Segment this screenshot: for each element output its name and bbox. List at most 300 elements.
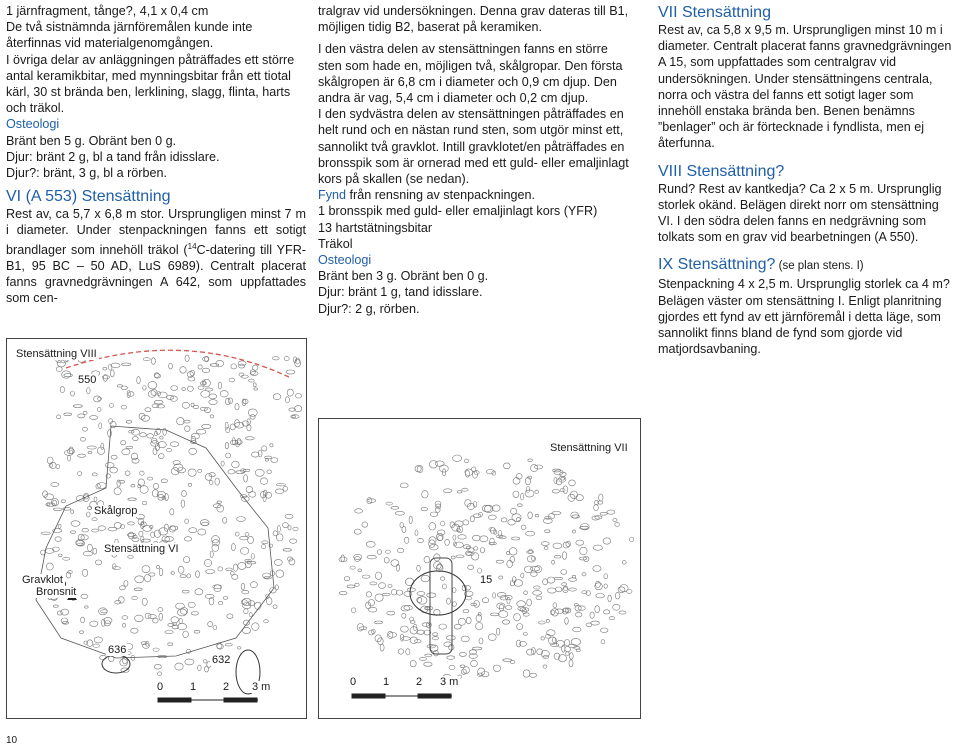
stone bbox=[235, 532, 239, 536]
stone bbox=[188, 386, 194, 391]
stone bbox=[452, 602, 456, 607]
stone bbox=[619, 611, 626, 614]
stone bbox=[191, 612, 198, 616]
stone bbox=[505, 595, 512, 599]
stone bbox=[254, 388, 258, 390]
stone bbox=[437, 530, 445, 535]
stone bbox=[134, 588, 142, 591]
figure-frame bbox=[7, 339, 307, 719]
stone bbox=[133, 437, 139, 441]
stone bbox=[295, 358, 300, 364]
stone bbox=[62, 371, 71, 378]
stone bbox=[148, 391, 156, 398]
stone bbox=[202, 368, 210, 372]
stone bbox=[386, 502, 392, 505]
stone bbox=[61, 500, 65, 503]
stone bbox=[117, 385, 123, 387]
stone bbox=[271, 458, 278, 463]
stone bbox=[121, 405, 126, 409]
stone bbox=[187, 574, 191, 578]
stone bbox=[375, 572, 381, 580]
stone bbox=[110, 467, 118, 473]
stone bbox=[229, 378, 235, 382]
stone bbox=[391, 560, 399, 567]
stone bbox=[111, 455, 117, 459]
stone bbox=[457, 491, 462, 493]
stone bbox=[241, 583, 245, 589]
stone bbox=[615, 522, 620, 526]
stone bbox=[517, 504, 522, 507]
stone bbox=[507, 597, 510, 604]
stone bbox=[178, 609, 187, 616]
stone bbox=[493, 665, 500, 672]
stone bbox=[283, 523, 289, 528]
stone bbox=[427, 593, 436, 598]
stone bbox=[440, 465, 449, 472]
stone bbox=[276, 484, 285, 486]
stone bbox=[499, 576, 503, 579]
stone bbox=[622, 561, 626, 565]
stone bbox=[347, 585, 355, 588]
scale-label: 2 bbox=[416, 676, 423, 688]
stone bbox=[92, 529, 99, 532]
stone bbox=[465, 459, 469, 463]
stone bbox=[215, 478, 220, 485]
osteology-line: Djur: bränt 2 g, bl a tand från idisslare. bbox=[6, 149, 220, 164]
stone bbox=[126, 420, 132, 423]
find-line: 1 järnfragment, tånge?, 4,1 x 0,4 cm bbox=[6, 4, 209, 18]
stone bbox=[535, 514, 539, 517]
stone bbox=[562, 552, 566, 560]
stone bbox=[248, 536, 254, 543]
stone bbox=[283, 549, 291, 552]
stone bbox=[51, 483, 59, 487]
stone bbox=[185, 355, 189, 362]
stone bbox=[113, 567, 121, 570]
stone bbox=[517, 624, 523, 630]
stone bbox=[148, 382, 157, 389]
stone bbox=[511, 508, 517, 514]
stone bbox=[607, 510, 615, 514]
scale-label: 3 m bbox=[252, 681, 271, 693]
stone bbox=[445, 539, 450, 545]
stone bbox=[235, 404, 239, 410]
stone bbox=[290, 539, 297, 543]
stone bbox=[232, 461, 240, 468]
label-gravklot: Gravklot bbox=[22, 574, 63, 586]
stone bbox=[578, 606, 585, 610]
stone bbox=[424, 556, 430, 563]
stone bbox=[406, 649, 410, 655]
stone bbox=[227, 614, 233, 619]
stone bbox=[68, 456, 71, 462]
stone bbox=[594, 504, 599, 510]
stone bbox=[339, 591, 347, 594]
stone bbox=[47, 457, 53, 464]
section-heading-vi: VI (A 553) Stensättning bbox=[6, 188, 171, 206]
stone bbox=[545, 516, 551, 519]
stone bbox=[563, 486, 568, 494]
stone bbox=[200, 407, 207, 410]
stone bbox=[140, 433, 147, 437]
stone bbox=[276, 489, 284, 494]
stone bbox=[531, 465, 538, 472]
stone bbox=[119, 480, 125, 483]
stone bbox=[375, 594, 383, 601]
stone bbox=[41, 532, 50, 534]
stone bbox=[188, 602, 195, 607]
stone bbox=[87, 640, 93, 647]
stone bbox=[218, 382, 221, 389]
stone bbox=[94, 396, 101, 402]
stone bbox=[267, 470, 272, 474]
stone bbox=[166, 448, 171, 452]
stone bbox=[143, 358, 150, 361]
stone bbox=[465, 597, 471, 600]
stone bbox=[497, 592, 506, 597]
stone bbox=[541, 637, 545, 640]
scale-label: 1 bbox=[190, 681, 197, 693]
stone bbox=[296, 394, 302, 399]
stone bbox=[194, 630, 200, 633]
stone bbox=[569, 653, 573, 660]
stone bbox=[596, 594, 605, 598]
stone bbox=[461, 636, 469, 642]
stone bbox=[59, 554, 63, 557]
stone bbox=[553, 603, 557, 608]
stone bbox=[534, 465, 542, 469]
stone bbox=[482, 598, 489, 603]
column-right bbox=[658, 3, 956, 357]
stone bbox=[263, 573, 271, 578]
stone bbox=[404, 537, 409, 543]
stone bbox=[480, 548, 484, 553]
stone bbox=[463, 610, 469, 613]
stone bbox=[255, 469, 264, 476]
stone bbox=[53, 605, 58, 607]
label-636: 636 bbox=[108, 644, 127, 656]
stone bbox=[171, 386, 178, 391]
stone bbox=[395, 511, 404, 515]
stone bbox=[183, 557, 189, 563]
paragraph: Stenpackning 4 x 2,5 m. Ursprunglig storlek ca 4 m? Belägen väster om stensättning I. Enligt planritning gjordes ett fynd av ett järnföremål i detta läge, som sannolikt finns bland de fynd som gjorde vid matjordsavbaning. bbox=[658, 277, 950, 357]
scale-bar bbox=[158, 698, 258, 702]
stone bbox=[524, 566, 532, 573]
stone bbox=[339, 557, 347, 562]
label-bronsnit: Bronsnit bbox=[36, 586, 77, 598]
stone bbox=[96, 484, 100, 489]
stone bbox=[223, 518, 227, 524]
stone bbox=[441, 521, 445, 526]
stone bbox=[124, 581, 128, 587]
stone bbox=[132, 596, 138, 600]
stone bbox=[449, 665, 455, 669]
stone bbox=[600, 628, 608, 633]
stone bbox=[81, 617, 85, 623]
stone bbox=[185, 426, 190, 432]
stone bbox=[293, 527, 298, 530]
stone bbox=[488, 634, 496, 641]
stone bbox=[241, 375, 248, 378]
stone bbox=[177, 418, 185, 425]
stone bbox=[397, 548, 404, 552]
stone bbox=[490, 538, 495, 545]
paragraph: Rest av, ca 5,7 x 6,8 m stor. Ursprungligen minst 7 m i diameter. Under stenpackningen fanns ett sotigt brandlager som innehöll träkol ($^{14}$C-datering till YFR-B1, 95 BC – 50 AD, LuS 6989). Centralt placerat fanns gravnedgrävningen A 642, som uppfattades som cen- bbox=[6, 207, 306, 306]
stone bbox=[561, 570, 567, 575]
stone bbox=[402, 613, 406, 618]
stone bbox=[580, 547, 587, 555]
stone bbox=[417, 592, 425, 596]
stone bbox=[142, 566, 150, 573]
stone bbox=[289, 559, 295, 565]
stone bbox=[384, 557, 389, 563]
stone bbox=[179, 618, 182, 623]
stone bbox=[157, 405, 165, 408]
stone bbox=[516, 640, 520, 647]
stone bbox=[492, 505, 500, 512]
stone bbox=[178, 623, 187, 630]
stone bbox=[380, 644, 384, 651]
plan-drawing-vi bbox=[6, 338, 308, 720]
stone bbox=[569, 588, 577, 591]
stone bbox=[168, 643, 173, 646]
stone bbox=[87, 446, 96, 449]
stone bbox=[170, 442, 178, 447]
stone bbox=[57, 415, 61, 419]
scale-label: 1 bbox=[383, 676, 390, 688]
stone bbox=[450, 522, 454, 528]
stone bbox=[350, 566, 355, 569]
stone bbox=[565, 646, 571, 651]
stone bbox=[175, 663, 183, 670]
stone bbox=[421, 507, 428, 510]
stone bbox=[170, 509, 174, 515]
stone bbox=[426, 622, 431, 628]
stone bbox=[105, 463, 114, 468]
stone bbox=[443, 489, 452, 493]
stone bbox=[422, 491, 428, 498]
stone bbox=[543, 579, 548, 585]
stone bbox=[148, 615, 156, 619]
stone bbox=[209, 400, 217, 405]
stone bbox=[569, 480, 576, 486]
stone bbox=[249, 613, 252, 617]
stone bbox=[169, 363, 173, 369]
stone bbox=[391, 589, 396, 595]
stone bbox=[56, 367, 62, 372]
stone bbox=[410, 660, 416, 666]
stone bbox=[197, 429, 206, 434]
find-line: 13 hartstätningsbitar bbox=[318, 220, 433, 235]
stone bbox=[576, 495, 583, 501]
stone bbox=[286, 397, 290, 403]
stone bbox=[232, 438, 235, 445]
stone bbox=[531, 556, 535, 560]
stone bbox=[260, 478, 267, 485]
stone bbox=[183, 631, 189, 638]
stone bbox=[99, 608, 108, 615]
stone bbox=[608, 595, 612, 602]
stone bbox=[576, 612, 582, 617]
stone bbox=[417, 466, 423, 473]
stone bbox=[344, 577, 349, 581]
stone bbox=[122, 363, 131, 366]
stone bbox=[182, 402, 189, 408]
stone bbox=[266, 597, 272, 604]
stone bbox=[569, 660, 573, 667]
osteology-line: Bränt ben 3 g. Obränt ben 0 g. bbox=[318, 269, 489, 284]
stone bbox=[203, 660, 207, 664]
stone bbox=[163, 428, 167, 435]
stone bbox=[99, 423, 102, 429]
stone bbox=[147, 434, 154, 438]
stone bbox=[73, 405, 82, 408]
stone bbox=[501, 518, 507, 522]
stone bbox=[553, 637, 556, 642]
stone bbox=[566, 541, 571, 547]
stone bbox=[462, 488, 468, 491]
stone bbox=[244, 609, 248, 614]
paragraph: I den sydvästra delen av stensättningen påträffades en helt rund och en nästan rund sten, som utgör minst ett, sannolikt två gravklot. Intill gravklotet/en påträffades en bronsspik som är ornerad med ett guld- eller emaljinlagt kors på skallen (se nedan). bbox=[318, 107, 629, 187]
stone bbox=[243, 469, 250, 471]
stone bbox=[496, 560, 504, 563]
stone bbox=[604, 574, 608, 579]
stone bbox=[93, 548, 97, 554]
stone bbox=[600, 512, 607, 515]
stone bbox=[472, 535, 480, 541]
stone bbox=[231, 544, 235, 551]
stone bbox=[401, 626, 409, 632]
scale-label: 2 bbox=[223, 681, 230, 693]
stone bbox=[240, 536, 249, 540]
stone bbox=[216, 360, 224, 366]
stone bbox=[195, 571, 199, 578]
stone bbox=[202, 522, 209, 526]
stone bbox=[410, 617, 414, 621]
paragraph: I den västra delen av stensättningen fanns en större sten som hade en, möjligen två, skålgropar. Den första skålgropen är 6,8 cm i diameter och 0,9 cm djup. Den andra är vag, 5,4 cm i diameter och 0,2 cm djup. bbox=[318, 42, 623, 106]
stone bbox=[153, 648, 159, 651]
stone bbox=[436, 507, 441, 512]
stone bbox=[429, 523, 436, 530]
stone bbox=[273, 605, 277, 609]
plan-figure-vii bbox=[318, 418, 642, 720]
stone bbox=[53, 508, 62, 511]
stone bbox=[198, 365, 202, 369]
stone bbox=[471, 553, 478, 560]
stone bbox=[478, 568, 482, 573]
stone bbox=[226, 453, 231, 458]
scale-bar bbox=[352, 694, 452, 698]
stone bbox=[531, 572, 538, 576]
stone bbox=[189, 448, 197, 454]
stone bbox=[188, 469, 196, 476]
stone bbox=[421, 575, 430, 582]
stone bbox=[562, 583, 567, 586]
stone bbox=[103, 367, 107, 370]
stone bbox=[64, 413, 72, 416]
stone bbox=[524, 633, 528, 636]
stone bbox=[368, 600, 375, 606]
stone bbox=[573, 627, 581, 632]
stone bbox=[201, 391, 210, 398]
stone bbox=[85, 606, 89, 608]
stone bbox=[118, 597, 124, 603]
stone bbox=[71, 531, 76, 534]
stone bbox=[586, 623, 592, 627]
stone bbox=[422, 623, 429, 627]
stone bbox=[463, 520, 469, 525]
stone bbox=[285, 514, 293, 518]
stone bbox=[205, 594, 214, 598]
stone bbox=[128, 522, 135, 525]
label-stensattning-vii: Stensättning VII bbox=[550, 442, 628, 454]
stone bbox=[66, 572, 70, 578]
stone bbox=[78, 454, 86, 457]
stone bbox=[94, 497, 97, 502]
stone bbox=[80, 437, 85, 441]
stone bbox=[185, 519, 189, 524]
stone bbox=[238, 562, 246, 569]
stone bbox=[458, 618, 465, 625]
stone bbox=[554, 577, 563, 579]
stone bbox=[466, 617, 471, 624]
stone bbox=[171, 572, 174, 575]
stone bbox=[140, 471, 144, 475]
stone bbox=[415, 640, 422, 643]
stone bbox=[286, 370, 295, 374]
stone bbox=[50, 462, 56, 468]
stone bbox=[135, 576, 144, 583]
stone bbox=[248, 409, 257, 416]
stone bbox=[505, 606, 512, 610]
stone bbox=[190, 370, 195, 376]
stone bbox=[170, 526, 178, 530]
stone bbox=[447, 656, 455, 660]
stone bbox=[468, 565, 474, 570]
stone bbox=[78, 472, 82, 476]
label-stensattning-viii: Stensättning VIII bbox=[16, 348, 97, 360]
stone bbox=[182, 590, 189, 593]
stone bbox=[92, 473, 97, 476]
stone bbox=[455, 542, 464, 548]
stone bbox=[205, 666, 209, 672]
stone bbox=[250, 371, 258, 375]
stone bbox=[209, 480, 213, 484]
stone bbox=[604, 584, 607, 588]
stone bbox=[208, 622, 213, 627]
stone bbox=[240, 548, 248, 555]
paragraph: Rest av, ca 5,8 x 9,5 m. Ursprungligen minst 10 m i diameter. Centralt placerat fanns gravnedgrävningen A 15, som uppfattades som centralgrav vid undersökningen. Under stensättningens centrala, norra och västra del fanns ett sotigt lager som innehöll enstaka brända ben. Benen benämns ”benlager” och är förtecknade i fyndlista, men ej återfunna. bbox=[658, 23, 952, 151]
stone bbox=[507, 560, 513, 567]
stone bbox=[287, 389, 293, 396]
stone bbox=[253, 383, 256, 387]
find-paragraph: Fynd från rensning av stenpackningen. bbox=[318, 188, 536, 203]
label-stensattning-vi: Stensättning VI bbox=[104, 543, 179, 555]
stone bbox=[523, 613, 529, 616]
stone bbox=[579, 557, 586, 560]
stone bbox=[252, 452, 260, 457]
stone bbox=[366, 592, 371, 597]
stone bbox=[204, 559, 211, 566]
stone bbox=[158, 392, 167, 398]
stone bbox=[82, 569, 87, 576]
stone bbox=[527, 599, 532, 606]
stone bbox=[237, 647, 241, 650]
stone bbox=[580, 526, 589, 529]
stone bbox=[379, 583, 386, 589]
stone bbox=[620, 585, 628, 592]
stone bbox=[151, 358, 155, 365]
